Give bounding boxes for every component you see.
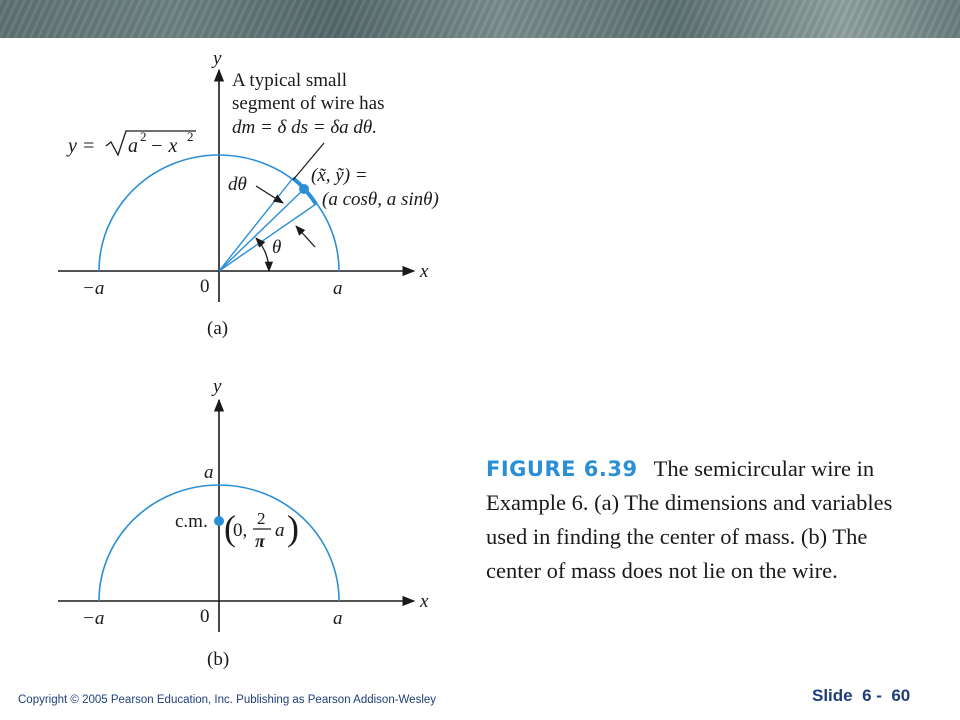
- annotation-line3: dm = δ ds = δa dθ.: [232, 117, 378, 138]
- cm-numerator: 2: [257, 509, 266, 528]
- cm-a: a: [275, 520, 285, 541]
- cm-denominator: π: [255, 531, 265, 551]
- cm-zero: 0,: [233, 520, 248, 541]
- y-axis-label: y: [213, 376, 222, 397]
- panel-b: [58, 376, 429, 670]
- caption-text: The semicircular wire in Example 6. (a) The dimensions and variables used in finding the center of mass. (b) The center of mass does not lie on the wire.: [486, 456, 893, 583]
- y-axis-label: y: [213, 48, 222, 69]
- curve-eq-exp1: 2: [140, 129, 147, 144]
- curve-eq-lhs: y =: [68, 135, 96, 157]
- pos-a-label: a: [333, 278, 343, 299]
- cm-open-paren: (: [224, 508, 236, 548]
- panel-b-label: (b): [207, 649, 230, 670]
- panel-a-label: (a): [207, 318, 229, 339]
- figure-caption: [486, 452, 906, 588]
- x-axis-label: x: [420, 261, 429, 282]
- x-axis-label: x: [420, 591, 429, 612]
- origin-label: 0: [200, 276, 210, 297]
- annotation-line1: A typical small: [232, 70, 348, 91]
- copyright-notice: Copyright © 2005 Pearson Education, Inc. Publishing as Pearson Addison-Wesley: [18, 694, 437, 706]
- dtheta-arrow-left: [256, 186, 283, 203]
- curve-eq-radicand: a: [128, 135, 138, 157]
- origin-label: 0: [200, 606, 210, 627]
- cm-label: c.m.: [175, 511, 208, 532]
- point-line1: (x̃, ỹ) =: [311, 165, 368, 186]
- dtheta-label: dθ: [228, 174, 247, 195]
- curve-eq-minus: − x: [150, 135, 178, 157]
- cm-close-paren: ): [287, 508, 299, 548]
- annotation-line2: segment of wire has: [232, 93, 385, 114]
- neg-a-label: −a: [82, 608, 105, 629]
- ray-center: [219, 189, 304, 271]
- pos-a-label: a: [333, 608, 343, 629]
- top-a-label: a: [204, 462, 214, 483]
- dtheta-arrow-right: [296, 226, 315, 247]
- theta-arc: [256, 238, 269, 271]
- slide-number: Slide 6 - 60: [812, 686, 911, 705]
- theta-label: θ: [272, 237, 282, 258]
- point-line2: (a cosθ, a sinθ): [322, 189, 439, 210]
- curve-eq-exp2: 2: [187, 129, 194, 144]
- center-of-mass-point: [214, 516, 224, 526]
- figure-label: FIGURE 6.39: [486, 457, 638, 481]
- segment-point: [299, 184, 309, 194]
- neg-a-label: −a: [82, 278, 105, 299]
- panel-a: [58, 48, 439, 339]
